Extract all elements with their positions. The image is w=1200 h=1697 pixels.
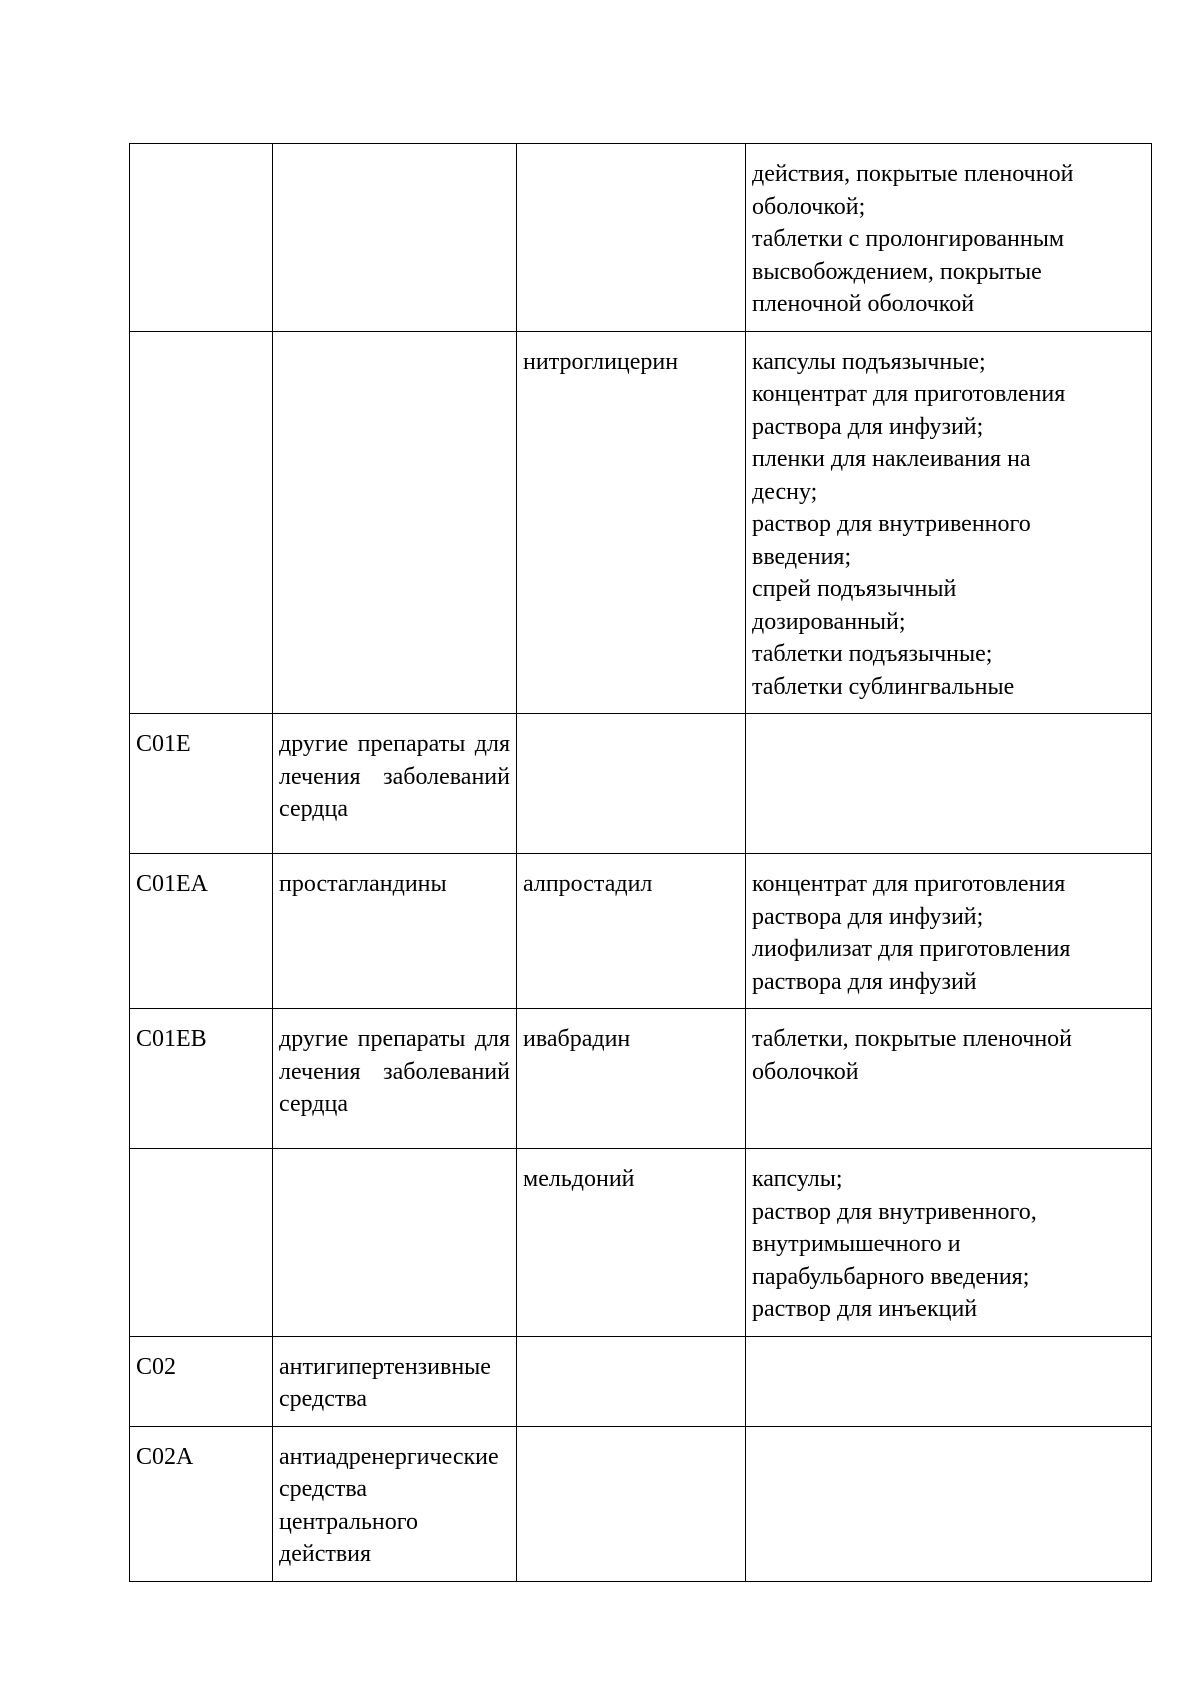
table-row	[130, 1426, 1152, 1581]
drug-name-cell: мельдоний	[517, 1149, 746, 1337]
table-row	[130, 714, 1152, 854]
drug-name-cell: нитроглицерин	[517, 331, 746, 714]
table-row	[130, 1336, 1152, 1426]
drug-name-cell	[517, 144, 746, 332]
table-row	[130, 854, 1152, 1009]
dosage-form-line: парабульбарного введения;	[752, 1263, 1030, 1290]
anatomical-group-cell: другие препараты для лечения заболеваний сердца	[273, 714, 517, 854]
atc-code-cell: C02	[130, 1336, 273, 1426]
dosage-form-line: раствора для инфузий;	[752, 903, 984, 930]
anatomical-group-cell: антиадренергические средства центрального действия	[273, 1426, 517, 1581]
dosage-forms-cell	[746, 1009, 1152, 1149]
dosage-forms-cell	[746, 854, 1152, 1009]
dosage-form-line: раствора для инфузий;	[752, 413, 984, 440]
anatomical-group-cell	[273, 331, 517, 714]
dosage-form-line: таблетки подъязычные;	[752, 641, 993, 667]
dosage-form-line: капсулы;	[752, 1166, 843, 1192]
table-row	[130, 331, 1152, 714]
dosage-form-line: пленки для наклеивания на	[752, 446, 1031, 472]
drug-table-body	[130, 144, 1152, 1582]
dosage-form-line: раствор для внутривенного	[752, 511, 1031, 537]
dosage-forms-cell	[746, 1426, 1152, 1581]
anatomical-group-cell	[273, 144, 517, 332]
dosage-form-line: таблетки с пролонгированным	[752, 226, 1065, 252]
table-row	[130, 1009, 1152, 1149]
dosage-form-line: лиофилизат для приготовления	[752, 936, 1071, 962]
atc-code-cell	[130, 144, 273, 332]
dosage-form-line: таблетки, покрытые пленочной	[752, 1026, 1073, 1052]
dosage-form-line: оболочкой;	[752, 193, 866, 220]
dosage-form-line: внутримышечного и	[752, 1231, 961, 1257]
dosage-form-line: действия, покрытые пленочной	[752, 161, 1074, 187]
atc-code-cell: C01E	[130, 714, 273, 854]
table-row	[130, 1149, 1152, 1337]
dosage-form-line: спрей подъязычный	[752, 576, 957, 602]
dosage-forms-cell	[746, 331, 1152, 714]
anatomical-group-cell: антигипертензивные средства	[273, 1336, 517, 1426]
drug-name-cell	[517, 1426, 746, 1581]
anatomical-group-cell: простагландины	[273, 854, 517, 1009]
dosage-form-line: десну;	[752, 478, 818, 505]
dosage-forms-cell	[746, 714, 1152, 854]
dosage-forms-cell	[746, 144, 1152, 332]
drug-name-cell: ивабрадин	[517, 1009, 746, 1149]
anatomical-group-cell	[273, 1149, 517, 1337]
drug-name-cell	[517, 1336, 746, 1426]
dosage-form-line: раствор для внутривенного,	[752, 1198, 1037, 1225]
table-row	[130, 144, 1152, 332]
dosage-form-line: оболочкой	[752, 1058, 859, 1085]
dosage-form-line: пленочной оболочкой	[752, 291, 975, 317]
atc-code-cell: C01EB	[130, 1009, 273, 1149]
dosage-form-line: введения;	[752, 543, 852, 570]
atc-code-cell: C01EA	[130, 854, 273, 1009]
dosage-forms-cell	[746, 1336, 1152, 1426]
dosage-form-line: высвобождением, покрытые	[752, 258, 1042, 285]
dosage-forms-cell	[746, 1149, 1152, 1337]
dosage-form-line: таблетки сублингвальные	[752, 673, 1015, 700]
atc-code-cell: C02A	[130, 1426, 273, 1581]
anatomical-group-cell: другие препараты для лечения заболеваний сердца	[273, 1009, 517, 1149]
dosage-form-line: дозированный;	[752, 608, 906, 635]
atc-code-cell	[130, 1149, 273, 1337]
drug-table	[129, 143, 1152, 1582]
drug-name-cell	[517, 714, 746, 854]
dosage-form-line: раствора для инфузий	[752, 968, 977, 995]
dosage-form-line: капсулы подъязычные;	[752, 348, 986, 375]
drug-name-cell: алпростадил	[517, 854, 746, 1009]
dosage-form-line: концентрат для приготовления	[752, 871, 1066, 897]
atc-code-cell	[130, 331, 273, 714]
dosage-form-line: раствор для инъекций	[752, 1296, 978, 1322]
dosage-form-line: концентрат для приготовления	[752, 381, 1066, 407]
